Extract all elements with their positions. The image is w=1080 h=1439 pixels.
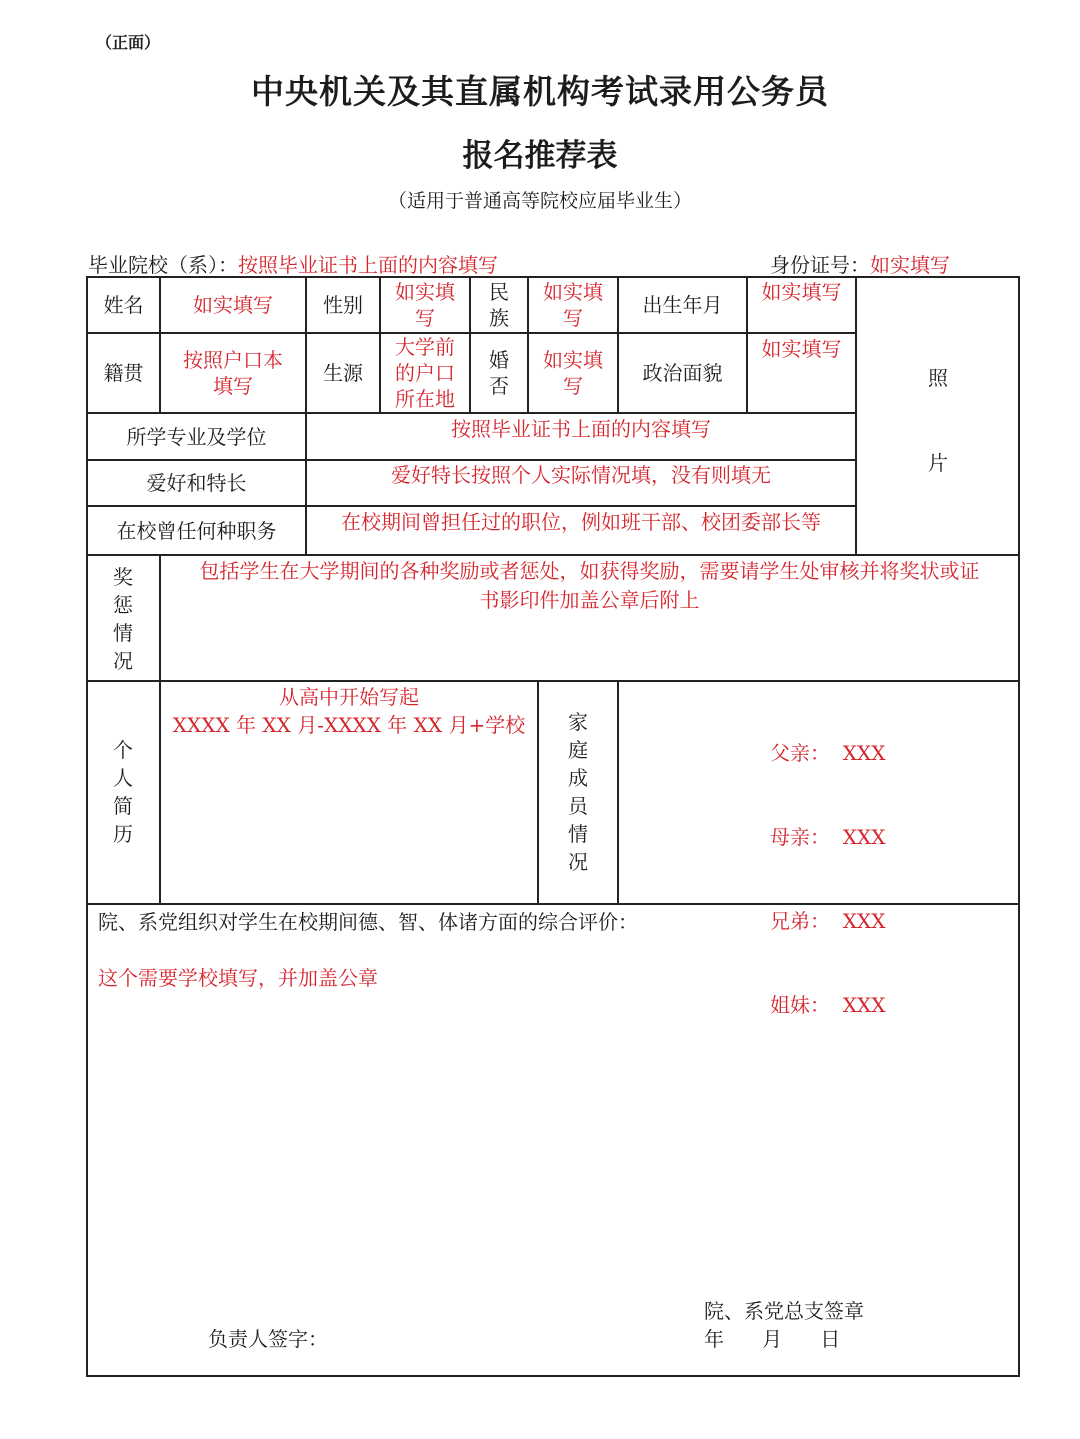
ethnicity-value-line: 写 [563, 306, 583, 330]
grid-line [617, 680, 619, 904]
signer-label: 负责人签字： [208, 1327, 328, 1351]
name-value: 如实填写 [193, 293, 273, 317]
resume-label-char: 个 [113, 738, 133, 762]
resume-label-char: 人 [113, 766, 133, 790]
grid-line [86, 554, 1020, 556]
awards-label-char: 惩 [113, 593, 133, 617]
awards-label [108, 563, 138, 675]
student-origin-value [381, 334, 469, 412]
family-member-line: 兄弟： XXX [770, 909, 886, 933]
hobbies-value: 爱好特长按照个人实际情况填，没有则填无 [391, 463, 771, 487]
evaluation-note: 这个需要学校填写，并加盖公章 [98, 966, 378, 990]
resume-label [108, 736, 138, 848]
family-members-label [563, 708, 593, 876]
student-origin-value-line: 所在地 [395, 387, 455, 411]
family-label-char: 家 [568, 710, 588, 734]
major-degree-value: 按照毕业证书上面的内容填写 [451, 417, 711, 441]
native-place-label: 籍贯 [103, 361, 144, 385]
form-subtitle-title: 报名推荐表 [462, 138, 618, 174]
native-place-value-line: 按照户口本 [183, 348, 283, 372]
resume-label-char: 简 [113, 794, 133, 818]
photo-label-char: 片 [928, 451, 948, 475]
gender-label: 性别 [323, 293, 363, 317]
family-label-char: 庭 [568, 738, 588, 762]
resume-value-line: XXXX 年 XX 月-XXXX 年 XX 月+学校 [172, 713, 526, 737]
photo-label-char: 照 [928, 366, 948, 390]
awards-label-char: 情 [113, 621, 133, 645]
native-place-value-line: 填写 [213, 374, 253, 398]
awards-label-char: 况 [113, 649, 133, 673]
hobbies-label: 爱好和特长 [146, 471, 247, 495]
grid-line [86, 680, 1020, 682]
school-posts-label: 在校曾任何种职务 [116, 518, 277, 543]
political-status-value: 如实填写 [761, 337, 842, 361]
birth-date-value: 如实填写 [761, 280, 842, 304]
resume-value-line: 从高中开始写起 [279, 685, 419, 709]
gender-value-line: 如实填 [395, 280, 455, 304]
marital-status-value-line: 写 [563, 374, 583, 398]
student-origin-value-line: 的户口 [395, 361, 455, 385]
marital-status-value [529, 334, 617, 412]
id-number-label: 身份证号： [770, 253, 870, 277]
grid-line [537, 680, 539, 904]
awards-label-char: 奖 [113, 565, 133, 589]
name-label: 姓名 [103, 293, 144, 317]
marital-status-label-line: 否 [489, 374, 509, 398]
form-title: 中央机关及其直属机构考试录用公务员 [251, 72, 829, 111]
graduation-school-field [88, 249, 498, 278]
family-label-char: 成 [568, 766, 588, 790]
marital-status-label [471, 334, 527, 412]
gender-value-line: 写 [415, 306, 435, 330]
id-number-value: 如实填写 [870, 253, 950, 277]
school-posts-value: 在校期间曾担任过的职位，例如班干部、校团委部长等 [341, 510, 821, 534]
family-member-line: 姐妹： XXX [770, 993, 886, 1017]
signature-date: 年 月 日 [704, 1327, 841, 1351]
family-label-char: 情 [568, 822, 588, 846]
awards-value [161, 557, 1018, 615]
major-degree-label: 所学专业及学位 [126, 424, 267, 449]
family-member-line: 父亲： XXX [770, 741, 886, 765]
graduation-school-label: 毕业院校（系）： [88, 253, 238, 277]
resume-value [161, 683, 537, 739]
student-origin-label: 生源 [323, 361, 363, 385]
evaluation-label: 院、系党组织对学生在校期间德、智、体诸方面的综合评价： [98, 910, 638, 934]
front-side-label: （正面） [96, 33, 161, 52]
ethnicity-value-line: 如实填 [543, 280, 603, 304]
marital-status-label-line: 婚 [489, 348, 509, 372]
family-member-line: 母亲： XXX [770, 825, 886, 849]
birth-date-label: 出生年月 [642, 293, 723, 317]
awards-value-line: 书影印件加盖公章后附上 [479, 588, 700, 612]
awards-value-line: 包括学生在大学期间的各种奖励或者惩处，如获得奖励，需要请学生处审核并将奖状或证 [199, 559, 980, 583]
gender-value [381, 279, 469, 333]
party-branch-stamp-label: 院、系党总支签章 [704, 1299, 864, 1323]
ethnicity-label-line: 民 [489, 280, 509, 304]
political-status-label: 政治面貌 [642, 361, 723, 385]
ethnicity-label-line: 族 [489, 306, 509, 330]
grid-line [855, 276, 857, 555]
native-place-value [161, 334, 305, 412]
ethnicity-value [529, 279, 617, 333]
form-applicability-note: （适用于普通高等院校应届毕业生） [387, 190, 692, 212]
family-label-char: 员 [568, 794, 588, 818]
ethnicity-label [471, 279, 527, 333]
family-members-value [770, 683, 885, 1047]
student-origin-value-line: 大学前 [395, 335, 455, 359]
resume-label-char: 历 [113, 822, 133, 846]
family-label-char: 况 [568, 850, 588, 874]
graduation-school-value: 按照毕业证书上面的内容填写 [238, 253, 498, 277]
id-number-field [770, 249, 950, 278]
marital-status-value-line: 如实填 [543, 348, 603, 372]
